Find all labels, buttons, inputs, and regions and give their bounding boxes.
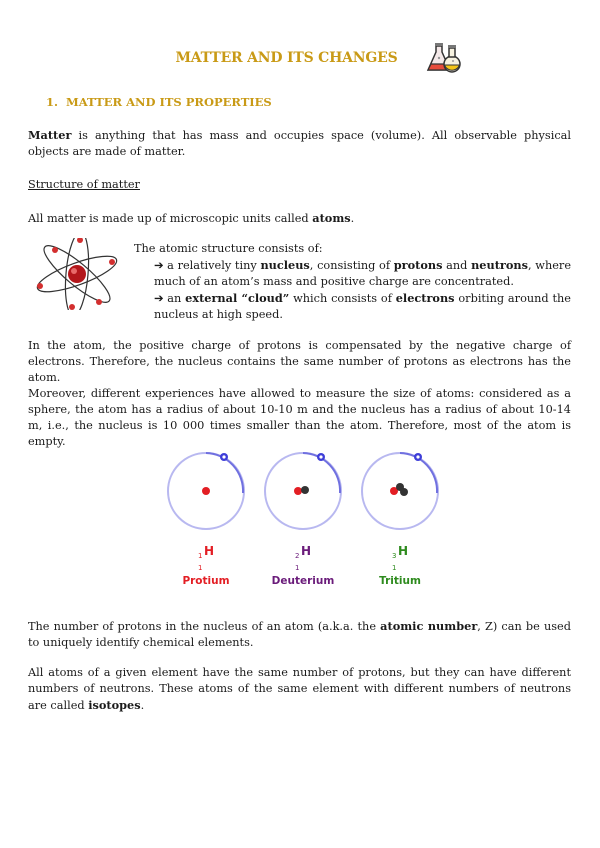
list-item: ➔ an external “cloud” which consists of electrons orbiting around the nucleus at high speed. (154, 291, 571, 321)
isotopes-figure (166, 449, 446, 539)
deuterium-label: Deuterium (271, 575, 335, 587)
protium-label: Protium (182, 575, 230, 587)
size-paragraph: Moreover, different experiences have allowed to measure the size of atoms: considered as a sphere, the atom has a radius of about 10-10 m and the nucleus has a radius of about 10-14 m, i.e., the nucleus is 10 000 times smaller than the atom. Therefore, most of the atom is empty. (28, 387, 571, 448)
tritium-symbol: 3 1 H (392, 544, 409, 572)
atom-illustration (32, 238, 122, 310)
charge-paragraph: In the atom, the positive charge of protons is compensated by the negative charge of electrons. Therefore, the nucleus contains the same number of protons as electrons has the atom. (28, 339, 571, 384)
section-heading: 1. MATTER AND ITS PROPERTIES (46, 95, 272, 109)
page-title: MATTER AND ITS CHANGES (175, 50, 398, 66)
atomic-number-paragraph: The number of protons in the nucleus of an atom (a.k.a. the atomic number, Z) can be used to uniquely identify chemical elements. (28, 619, 571, 649)
protium-symbol: 1 1 H (198, 544, 215, 572)
list-item: ➔ a relatively tiny nucleus, consisting of protons and neutrons, where much of an atom’s mass and positive charge are concentrated. (154, 258, 571, 288)
structure-heading: Structure of matter (28, 178, 140, 191)
intro-paragraph: Matter is anything that has mass and occupies space (volume). All observable physical objects are made of matter. (28, 128, 571, 158)
atomic-structure-description: The atomic structure consists of: ➔ a relatively tiny nucleus, consisting of protons and neutrons, where much of an atom’s mass and positive charge are concentrated. ➔ an external “cloud” which consists of electrons orbiting around the nucleus at high speed. (134, 242, 571, 321)
tritium-label: Tritium (379, 575, 421, 587)
isotopes-paragraph: All atoms of a given element have the same number of protons, but they can have different numbers of neutrons. These atoms of the same element with different numbers of neutrons are called isotopes. (28, 666, 571, 712)
tritium-diagram (362, 453, 438, 529)
deuterium-diagram (265, 453, 341, 529)
deuterium-symbol: 2 1 H (295, 544, 312, 572)
atoms-paragraph: All matter is made up of microscopic units called atoms. (28, 211, 355, 225)
protium-diagram (168, 453, 244, 529)
chemistry-flasks-icon (422, 40, 462, 76)
